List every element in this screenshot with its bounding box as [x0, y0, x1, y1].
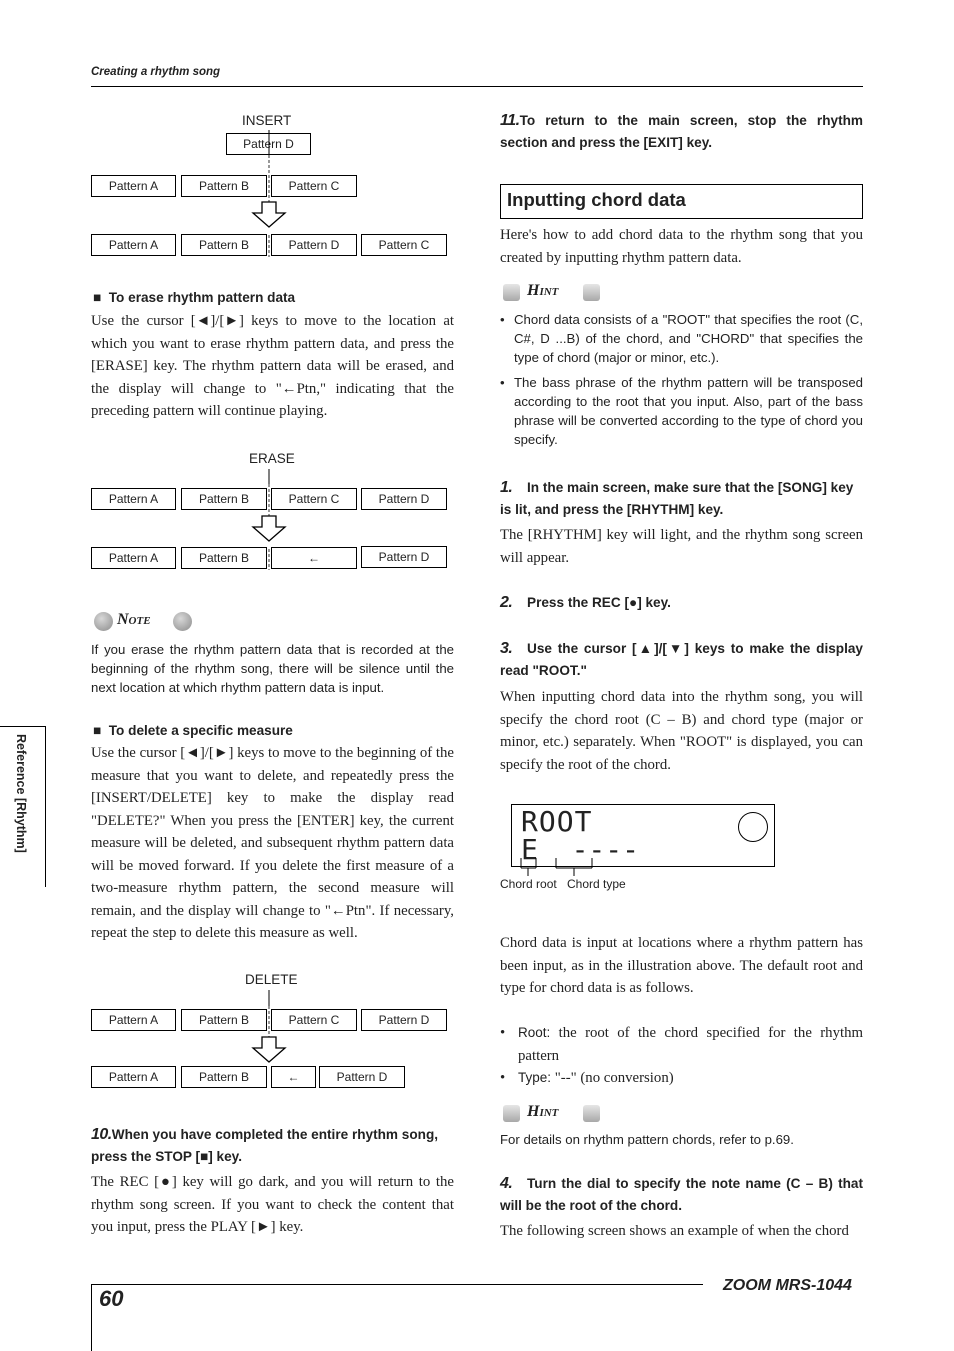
note-body: If you erase the rhythm pattern data that is recorded at the beginning of the rhythm song, there will be silence until the next location at which rhythm pattern data is input.: [91, 642, 454, 696]
pattern-box: Pattern A: [91, 488, 176, 510]
insert-arrows: [250, 127, 290, 262]
step-1-body: The [RHYTHM] key will light, and the rhythm song screen will appear.: [500, 527, 863, 566]
delete-arrows: [250, 987, 290, 1065]
section-title-box: [500, 184, 863, 219]
pattern-box: Pattern A: [91, 1066, 176, 1088]
step-number: 11.: [500, 112, 520, 129]
step-text: Press the REC [●] key.: [527, 595, 671, 610]
footer-rule: [91, 1284, 703, 1285]
step-number: 4.: [500, 1175, 513, 1192]
pattern-box: Pattern B: [181, 234, 267, 256]
step-number: 1.: [500, 479, 513, 496]
pattern-box: Pattern B: [181, 175, 267, 197]
default-type-item: • Type: "--" (no conversion): [500, 1070, 674, 1086]
step-2: [500, 592, 863, 614]
step-11: [500, 110, 863, 154]
step-text: To return to the main screen, stop the rhythm section and press the [EXIT] key.: [500, 113, 863, 150]
hint-badge-square-left: [503, 284, 520, 301]
pattern-box: Pattern D: [361, 1009, 447, 1031]
pattern-box: Pattern D: [361, 488, 447, 510]
erase-arrows: [250, 466, 290, 576]
step-4: [500, 1173, 863, 1217]
delete-label: DELETE: [245, 972, 298, 987]
continue-arrow-box: ←: [271, 547, 357, 569]
chord-intro: Here's how to add chord data to the rhythm song that you created by inputting rhythm pattern data.: [500, 227, 863, 266]
pattern-box: Pattern D: [271, 234, 357, 256]
step-10-body: The REC [●] key will go dark, and you will return to the rhythm song screen. If you want to check the content that you input, press the PLAY [►] key.: [91, 1174, 454, 1235]
delete-body: Use the cursor [◄]/[►] keys to move to the beginning of the measure that you want to delete, and repeatedly press the [INSERT/DELETE] key to make the display read "DELETE?" When you press the [ENTER] key, the current measure will be deleted, and subsequent rhythm pattern data will be moved forward. If you delete the first measure of a two-measure rhythm pattern, the second measure will remain, and the display will change to "←Ptn". If necessary, repeat the step to delete this measure as well.: [91, 745, 454, 941]
lcd-indicator-circle: [738, 812, 768, 842]
note-badge-label: Note: [117, 611, 151, 628]
note-badge-dot-left: [94, 612, 113, 631]
pattern-box: Pattern C: [361, 234, 447, 256]
step-text: Use the cursor [▲]/[▼] keys to make the display read "ROOT.": [500, 641, 863, 678]
pattern-box: Pattern B: [181, 1066, 267, 1088]
step-3: [500, 638, 863, 682]
erase-body: Use the cursor [◄]/[►] keys to move to the location at which you want to erase rhythm pattern data, and press the [ERASE] key. The rhythm pattern data will be erased, and the display will change to "←Ptn," indicating that the preceding pattern will continue playing.: [91, 313, 454, 419]
pattern-box: Pattern C: [271, 1009, 357, 1031]
hint-bullet: • The bass phrase of the rhythm pattern will be transposed according to the root that you input. Also, part of the bass phrase will be converted according to the type of chord you specify.: [500, 374, 863, 448]
lcd-line-1: ROOT: [521, 805, 593, 838]
step-number: 10.: [91, 1126, 112, 1143]
pattern-box: Pattern B: [181, 547, 267, 569]
hint-badge-square-right: [583, 284, 600, 301]
pattern-box: Pattern C: [271, 488, 357, 510]
pattern-box: Pattern A: [91, 175, 176, 197]
inserted-pattern-box: Pattern D: [226, 133, 311, 155]
pattern-box: Pattern D: [361, 546, 447, 568]
lcd-line-2: E ----: [521, 833, 640, 866]
step-10: [91, 1124, 454, 1168]
hint-badge-square-right: [583, 1105, 600, 1122]
pattern-box: Pattern A: [91, 547, 176, 569]
step-text: When you have completed the entire rhythm song, press the STOP [■] key.: [91, 1127, 439, 1164]
running-header: Creating a rhythm song: [91, 66, 221, 78]
default-list: [500, 1022, 863, 1090]
pattern-box: Pattern A: [91, 234, 176, 256]
chord-type-label: Chord type: [567, 877, 626, 891]
step-number: 3.: [500, 640, 513, 657]
erase-label: ERASE: [249, 451, 295, 466]
page-number: 60: [99, 1286, 124, 1311]
header-rule: [91, 86, 863, 87]
hint-bullets: [500, 310, 863, 449]
step-text: In the main screen, make sure that the [SONG] key is lit, and press the [RHYTHM] key.: [500, 480, 854, 517]
hint-bullet: • Chord data consists of a "ROOT" that specifies the root (C, C#, D ...B) of the chord, and "CHORD" that specifies the type of chord (major or minor, etc.).: [500, 312, 863, 366]
default-root-item: • Root: the root of the chord specified for the rhythm pattern: [500, 1025, 863, 1064]
hint-2-body: For details on rhythm pattern chords, refer to p.69.: [500, 1132, 794, 1147]
pattern-box: Pattern D: [319, 1066, 405, 1088]
step-number: 2.: [500, 594, 513, 611]
side-tab-label: Reference [Rhythm]: [14, 734, 28, 853]
section-title: Inputting chord data: [507, 189, 686, 210]
footer-brand: ZOOM MRS-1044: [723, 1277, 852, 1294]
delete-heading: ■ To delete a specific measure: [93, 723, 293, 738]
note-badge-dot-right: [173, 612, 192, 631]
pattern-box: Pattern C: [271, 175, 357, 197]
lcd-callout-lines: [505, 858, 605, 878]
step-4-body: The following screen shows an example of when the chord: [500, 1223, 849, 1239]
step-3-body: When inputting chord data into the rhythm song, you will specify the chord root (C – B) and chord type (major or minor, etc.) separately. When "ROOT" is displayed, you can specify the root of the chord.: [500, 689, 863, 773]
footer-vertical-rule: [91, 1284, 92, 1351]
hint-badge-square-left: [503, 1105, 520, 1122]
chord-root-label: Chord root: [500, 877, 557, 891]
hint-badge-label: Hint: [527, 282, 559, 299]
pattern-box: Pattern B: [181, 488, 267, 510]
step-text: Turn the dial to specify the note name (C – B) that will be the root of the chord.: [500, 1176, 863, 1213]
erase-heading: ■ To erase rhythm pattern data: [93, 290, 296, 305]
continue-arrow-box: ←: [271, 1066, 316, 1088]
chord-info-body: Chord data is input at locations where a rhythm pattern has been input, as in the illustration above. The default root and type for chord data is as follows.: [500, 935, 863, 996]
pattern-box: Pattern A: [91, 1009, 176, 1031]
insert-label: INSERT: [242, 113, 292, 128]
pattern-box: Pattern B: [181, 1009, 267, 1031]
hint-badge-label: Hint: [527, 1103, 559, 1120]
step-1: [500, 477, 863, 521]
